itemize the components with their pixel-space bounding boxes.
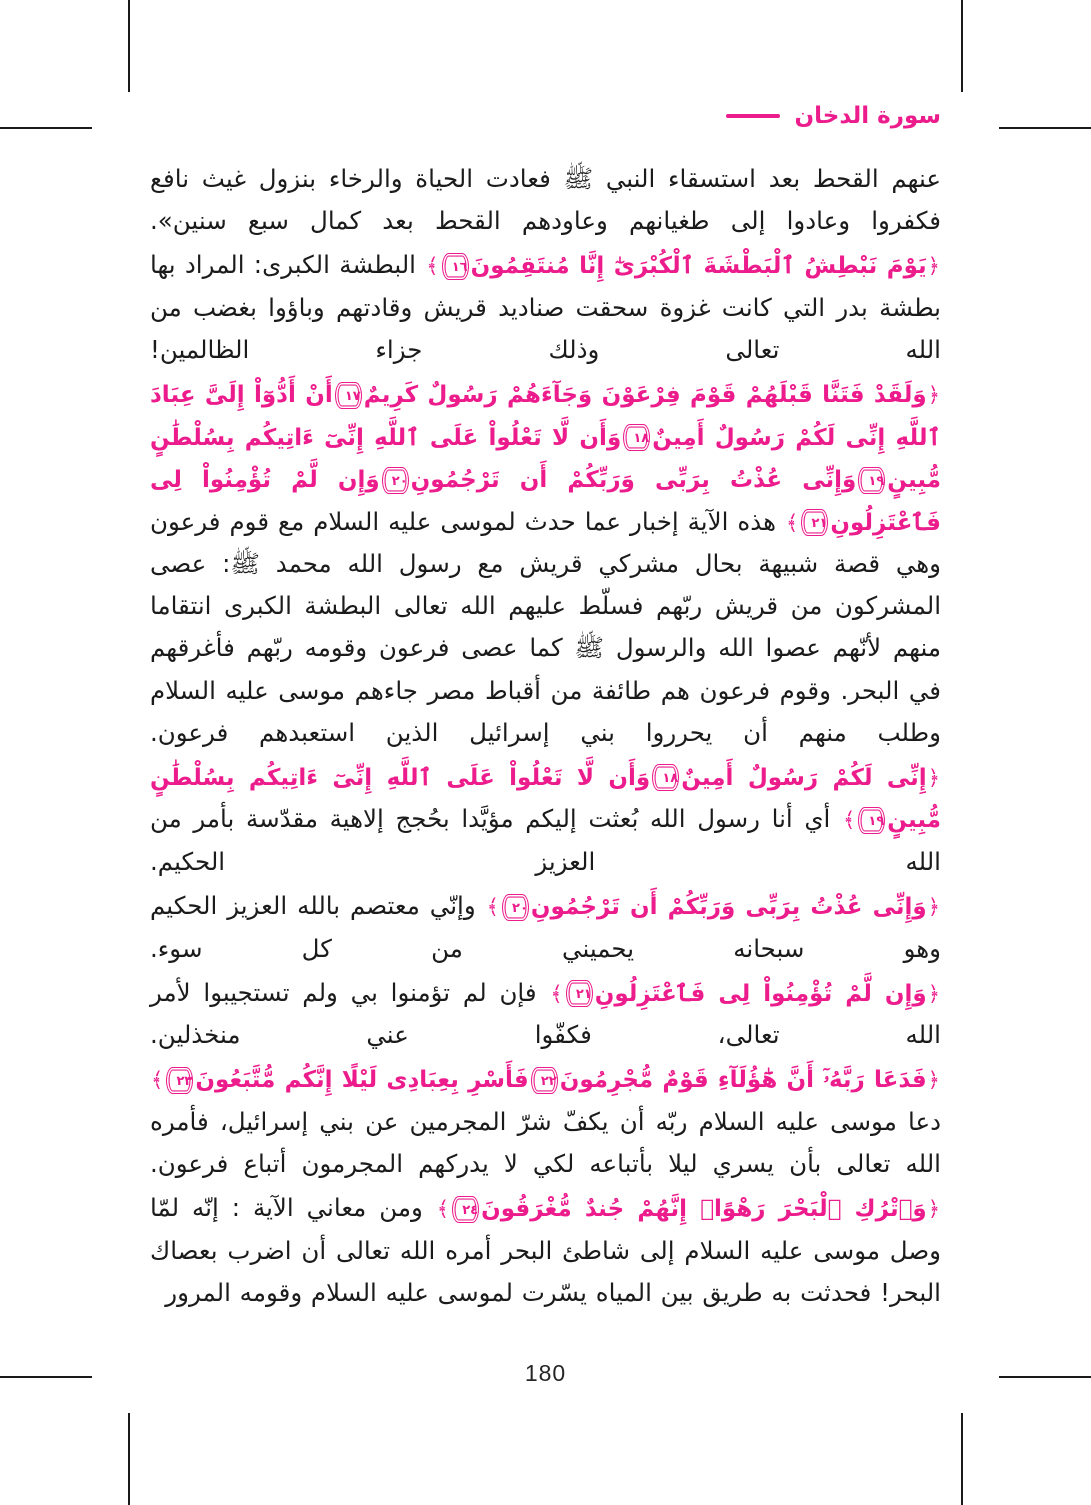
paragraph-8-text: ومن معاني الآية : إنّه لمّا وصل موسى عليه السلام إلى شاطئ البحر أمره الله تعالى أن اضرب بعصاك البحر! فحدثت به طريق بين المياه يسّرت لموسى عليه السلام وقومه المرور — [150, 1193, 941, 1307]
ayah-text: وَإِنِّى عُذْتُ بِرَبِّى وَرَبِّكُمْ أَن تَرْجُمُونِ — [410, 467, 857, 494]
verse-number-badge: ٢٢ — [531, 1067, 558, 1094]
verse-number-badge: ٢٠ — [502, 894, 529, 921]
paragraph-5 — [150, 885, 941, 970]
ayah-close-ornament: ﴾ — [550, 981, 563, 1006]
paragraph-7-text: دعا موسى عليه السلام ربّه أن يكفّ شرّ المجرمين عن بني إسرائيل، فأمره الله تعالى بأن يسري ليلا بأتباعه لكي لا يدركهم المجرمون أتباع فرعون. — [150, 1106, 941, 1179]
ayah-text: فَدَعَا رَبَّهُۥٓ أَنَّ هَٰٓؤُلَآءِ قَوْمٌ مُّجْرِمُونَ — [559, 1067, 927, 1094]
page-number: 180 — [524, 1360, 567, 1386]
ayah-open-ornament: ﴿ — [927, 981, 940, 1006]
paragraph-8 — [150, 1187, 941, 1314]
verse-number-badge: ١٧ — [335, 382, 362, 409]
paragraph-4 — [150, 756, 941, 883]
ayah-open-ornament: ﴿ — [927, 383, 940, 408]
crop-mark-bottom-left-vertical — [128, 1413, 130, 1505]
ayah-close-ornament: ﴾ — [436, 1197, 450, 1222]
ayah-text: وَأَن لَّا تَعْلُواْ عَلَى ٱللَّهِ إِنِّىٓ ءَاتِيكُم بِسُلْطَٰنٍ مُّبِينٍ — [150, 764, 941, 834]
ayah-text: وَإِن لَّمْ تُؤْمِنُواْ لِى فَٱعْتَزِلُونِ — [594, 980, 927, 1007]
verse-number-badge: ١٨ — [623, 424, 650, 451]
ayah-close-ornament: ﴾ — [426, 254, 439, 279]
crop-mark-bottom-right-vertical — [961, 1413, 963, 1505]
ayah-text: فَأَسْرِ بِعِبَادِى لَيْلًا إِنَّكُم مُّتَّبَعُونَ — [195, 1067, 529, 1094]
ayah-open-ornament: ﴿ — [927, 765, 940, 790]
verse-number-badge: ٢١ — [801, 509, 828, 536]
paragraph-3 — [150, 373, 941, 754]
paragraph-2 — [150, 244, 941, 371]
verse-number-badge: ١٩ — [858, 467, 885, 494]
paragraph-1-text: عنهم القحط بعد استسقاء النبي ﷺ فعادت الحياة والرخاء بنزول غيث نافع فكفروا وعادوا إلى طغيانهم وعاودهم القحط بعد كمال سبع سنين». — [150, 164, 941, 236]
header-rule — [726, 114, 780, 118]
verse-number-badge: ٢١ — [566, 980, 593, 1007]
ayah-text: وَلَقَدْ فَتَنَّا قَبْلَهُمْ قَوْمَ فِرْعَوْنَ وَجَآءَهُمْ رَسُولٌ كَرِيمٌ — [363, 382, 927, 409]
paragraph-1 — [150, 158, 941, 242]
crop-mark-top-right-horizontal — [999, 127, 1091, 129]
paragraph-6-text: فإن لم تؤمنوا بي ولم تستجيبوا لأمر الله تعالى، فكفّوا عني منخذلين. — [150, 977, 941, 1050]
ayah-text: يَوْمَ نَبْطِشُ ٱلْبَطْشَةَ ٱلْكُبْرَىٰٓ إِنَّا مُنتَقِمُونَ — [470, 253, 927, 280]
crop-mark-top-left-horizontal — [0, 127, 92, 129]
verse-number-badge: ١٨ — [652, 764, 679, 791]
crop-mark-top-right-vertical — [961, 0, 963, 92]
ayah-close-ornament: ﴾ — [842, 808, 856, 833]
ayah-open-ornament: ﴿ — [927, 254, 940, 279]
paragraph-7 — [150, 1058, 941, 1185]
ayah-open-ornament: ﴿ — [927, 895, 940, 920]
paragraph-5-text: وإنّي معتصم بالله العزيز الحكيم وهو سبحانه يحميني من كل سوء. — [150, 891, 941, 963]
ayah-open-ornament: ﴿ — [927, 1068, 940, 1093]
verse-number-badge: ٢٤ — [452, 1196, 479, 1223]
ayah-text: وَأَن لَّا تَعْلُواْ عَلَى ٱللَّهِ إِنِّىٓ ءَاتِيكُم بِسُلْطَٰنٍ مُّبِينٍ — [150, 424, 942, 494]
verse-number-badge: ١٦ — [442, 253, 469, 280]
ayah-text: أَنْ أَدُّوٓاْ إِلَىَّ عِبَادَ ٱللَّهِ إِنِّى لَكُمْ رَسُولٌ أَمِينٌ — [150, 382, 941, 451]
page-content — [150, 96, 941, 1385]
paragraph-2-text: البطشة الكبرى: المراد بها بطشة بدر التي كانت غزوة سحقت صناديد قريش وقادتهم وباؤوا بغضب من الله تعالى وذلك جزاء الظالمين! — [150, 250, 941, 364]
paragraph-4-text: أي أنا رسول الله بُعثت إليكم مؤيَّدا بحُجج إلاهية مقدّسة بأمر من الله العزيز الحكيم. — [150, 804, 941, 876]
paragraph-3-text: هذه الآية إخبار عما حدث لموسى عليه السلام مع قوم فرعون وهي قصة شبيهة بحال مشركي قريش مع رسول الله محمد ﷺ: عصى المشركون من قريش ربّهم فسلّط عليهم الله تعالى البطشة الكبرى انتقاما منهم لأنّهم عصوا الله والرسول ﷺ كما عصى فرعون وقومه ربّهم فأغرقهم في البحر. وقوم فرعون هم طائفة من أقباط مصر جاءهم موسى عليه السلام وطلب منهم أن يحرروا بني إسرائيل الذين استعبدهم فرعون. — [150, 506, 941, 747]
ayah-close-ornament: ﴾ — [786, 510, 799, 535]
ayah-text: وَإِنِّى عُذْتُ بِرَبِّى وَرَبِّكُمْ أَن تَرْجُمُونِ — [530, 894, 927, 921]
verse-number-badge: ٢٠ — [382, 467, 409, 494]
ayah-close-ornament: ﴾ — [151, 1068, 164, 1093]
ayah-text: وَإِن لَّمْ تُؤْمِنُواْ لِى فَٱعْتَزِلُونِ — [150, 467, 941, 536]
surah-title: سورة الدخان — [794, 103, 941, 129]
ayah-close-ornament: ﴾ — [486, 895, 499, 920]
verse-number-badge: ١٩ — [858, 807, 885, 834]
ayah-text: وَٱتْرُكِ ٱلْبَحْرَ رَهْوًاۖ إِنَّهُمْ جُندٌ مُّغْرَقُونَ — [481, 1196, 927, 1223]
ayah-text: إِنِّى لَكُمْ رَسُولٌ أَمِينٌ — [681, 764, 927, 791]
paragraph-6 — [150, 972, 941, 1057]
running-header — [150, 96, 941, 136]
ayah-open-ornament: ﴿ — [927, 1197, 940, 1222]
crop-mark-top-left-vertical — [128, 0, 130, 92]
verse-number-badge: ٢٣ — [166, 1067, 193, 1094]
